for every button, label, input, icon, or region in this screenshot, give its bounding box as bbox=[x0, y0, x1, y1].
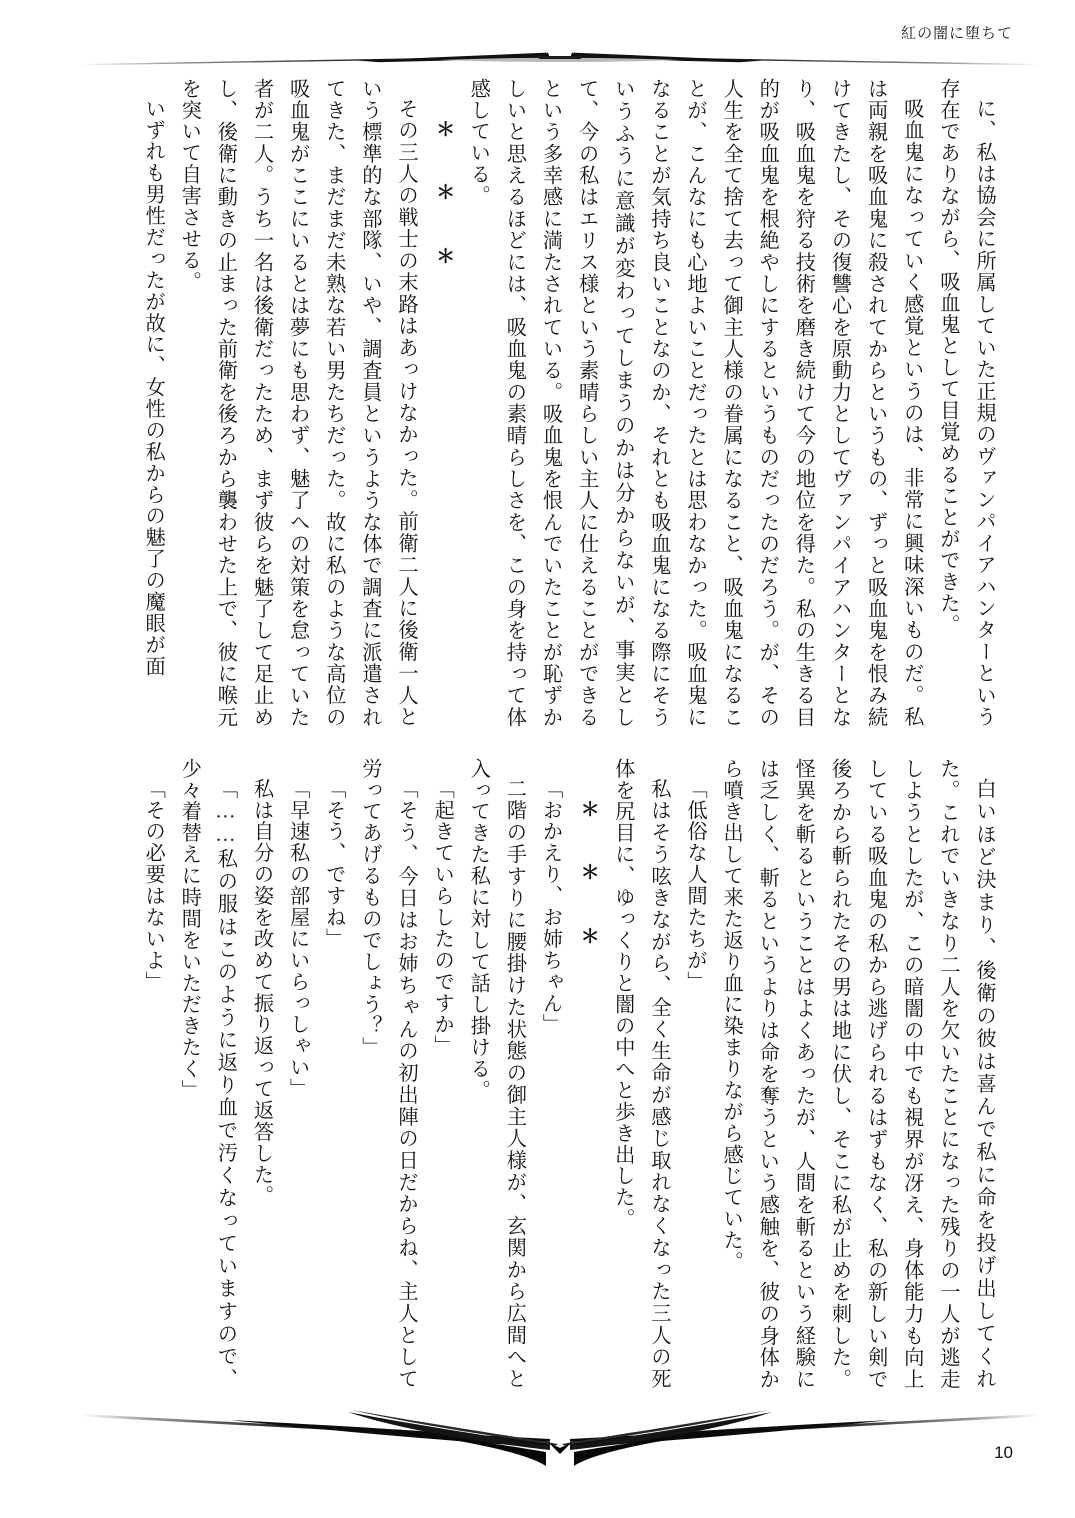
paragraph: 私は自分の姿を改めて振り返って返答した。 bbox=[250, 778, 273, 1208]
asterisk-glyph: ＊ bbox=[577, 925, 599, 946]
body-text-upper bbox=[102, 78, 1002, 728]
scene-separator bbox=[424, 78, 460, 728]
dialogue-line: 「そう、今日はお姉ちゃんの初出陣の日だからね、主人として労ってあげるものでしょう？」 bbox=[358, 758, 417, 1390]
paragraph: いずれも男性だったが故に、女性の私からの魅了の魔眼が面 bbox=[142, 98, 165, 678]
dialogue-line: 「低俗な人間たちが」 bbox=[684, 778, 706, 993]
asterisk-glyph: ＊ bbox=[577, 862, 599, 883]
body-text-lower bbox=[102, 758, 1002, 1390]
dialogue-line: 「おかえり、お姉ちゃん」 bbox=[539, 778, 562, 1036]
dialogue-line: 「起きていらしたのですか」 bbox=[431, 778, 454, 1058]
top-ornament-rule bbox=[80, 40, 1040, 74]
asterisk-glyph: ＊ bbox=[433, 245, 455, 266]
dialogue-line: 「……私の服はこのように返り血で汚くなっていますので、少々着替えに時間をいただきたく」 bbox=[178, 758, 237, 1390]
top-ornament-icon bbox=[80, 40, 1040, 74]
bottom-ornament-icon bbox=[80, 1392, 1040, 1470]
bottom-ornament-rule bbox=[80, 1392, 1040, 1470]
paragraph: 白いほど決まり、後衛の彼は喜んで私に命を投げ出してくれた。これでいきなり二人を欠いたことになった残りの一人が逃走しようとしたが、この暗闇の中でも視界が冴え、身体能力も向上している吸血鬼の私から逃げられるはずもなく、私の新しい剣で後ろから斬られたその男は地に伏し、そこに私が止めを刺した。怪異を斬るということはよくあったが、人間を斬るという経験には乏しく、斬るというよりは命を奪うという感触を、彼の身体から噴き出して来た返り血に染まりながら感じていた。 bbox=[720, 758, 995, 1390]
paragraph: その三人の戦士の末路はあっけなかった。前衛二人に後衛一人という標準的な部隊、いや、調査員というような体で調査に派遣されてきた、まだまだ未熟な若い男たちだった。故に私のような高位の吸血鬼がここにいるとは夢にも思わず、魅了への対策を怠っていた者が二人。うち一名は後衛だったため、まず彼らを魅了して足止めし、後衛に動きの止まった前衛を後ろから襲わせた上で、彼に喉元を突いて自害させる。 bbox=[178, 78, 417, 728]
page-number: 10 bbox=[994, 1443, 1013, 1462]
paragraph: 私はそう呟きながら、全く生命が感じ取れなくなった三人の死体を尻目に、ゆっくりと闇の中へと歩き出した。 bbox=[611, 758, 670, 1390]
asterisk-glyph: ＊ bbox=[577, 798, 599, 819]
scene-separator bbox=[569, 758, 605, 1390]
running-header-title: 紅の闇に堕ちて bbox=[901, 26, 1013, 42]
asterisk-glyph: ＊ bbox=[433, 118, 455, 139]
dialogue-line: 「その必要はないよ」 bbox=[142, 778, 165, 993]
dialogue-line: 「そう、ですね」 bbox=[322, 778, 345, 950]
paragraph: 吸血鬼になっていく感覚というのは、非常に興味深いものだ。私は両親を吸血鬼に殺されてからというもの、ずっと吸血鬼を恨み続けてきたし、その復讐心を原動力としてヴァンパイアハンターとなり、吸血鬼を狩る技術を磨き続けて今の地位を得た。私の生きる目的が吸血鬼を根絶やしにするというものだったのだろう。が、その人生を全て捨て去って御主人様の眷属になること、吸血鬼になることが、こんなにも心地よいことだったとは思わなかった。吸血鬼になることが気持ち良いことなのか、それとも吸血鬼になる際にそういうふうに意識が変わってしまうのかは分からないが、事実として、今の私はエリス様という素晴らしい主人に仕えることができるという多幸感に満たされている。吸血鬼を恨んでいたことが恥ずかしいと思えるほどには、吸血鬼の素晴らしさを、この身を持って体感している。 bbox=[467, 78, 923, 728]
asterisk-glyph: ＊ bbox=[433, 182, 455, 203]
paragraph: に、私は協会に所属していた正規のヴァンパイアハンターという存在でありながら、吸血鬼として目覚めることができた。 bbox=[936, 78, 995, 728]
paragraph: 二階の手すりに腰掛けた状態の御主人様が、玄関から広間へと入ってきた私に対して話し掛ける。 bbox=[467, 758, 526, 1390]
dialogue-line: 「早速私の部屋にいらっしゃい」 bbox=[286, 778, 309, 1100]
